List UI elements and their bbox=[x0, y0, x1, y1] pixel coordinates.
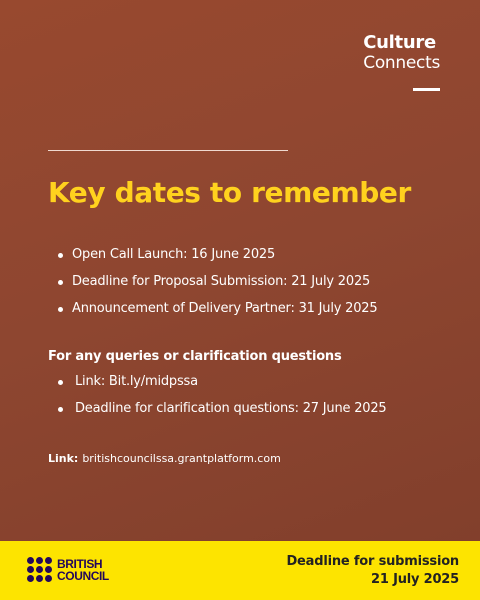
link-label: Link: bbox=[48, 452, 79, 465]
footer-bar bbox=[0, 541, 480, 600]
queries-title: For any queries or clarification questions bbox=[48, 349, 342, 364]
query-link: Link: Bit.ly/midpssa bbox=[58, 373, 387, 391]
brand-line-2: Connects bbox=[363, 53, 440, 73]
logo-dots-icon bbox=[27, 557, 52, 582]
british-council-logo bbox=[27, 557, 109, 582]
logo-line-1: BRITISH bbox=[57, 556, 103, 571]
key-date-announcement: Announcement of Delivery Partner: 31 July 2025 bbox=[58, 300, 377, 318]
divider-line bbox=[48, 150, 288, 151]
brand-line-1: Culture bbox=[363, 32, 436, 53]
link-url: britishcouncilssa.grantplatform.com bbox=[82, 452, 281, 465]
queries-list bbox=[58, 373, 387, 427]
grant-platform-link bbox=[48, 451, 281, 467]
query-deadline: Deadline for clarification questions: 27 June 2025 bbox=[58, 400, 387, 418]
deadline-date: 21 July 2025 bbox=[371, 572, 459, 587]
logo-line-2: COUNCIL bbox=[57, 568, 109, 583]
brand-dash bbox=[413, 88, 440, 91]
submission-deadline bbox=[286, 553, 459, 589]
key-dates-list bbox=[58, 246, 377, 327]
deadline-label: Deadline for submission bbox=[286, 554, 459, 569]
logo-wordmark bbox=[57, 558, 109, 582]
key-date-proposal-deadline: Deadline for Proposal Submission: 21 July 2025 bbox=[58, 273, 377, 291]
page-title: Key dates to remember bbox=[48, 176, 411, 209]
key-date-open-call: Open Call Launch: 16 June 2025 bbox=[58, 246, 377, 264]
culture-connects-logo bbox=[363, 33, 440, 73]
